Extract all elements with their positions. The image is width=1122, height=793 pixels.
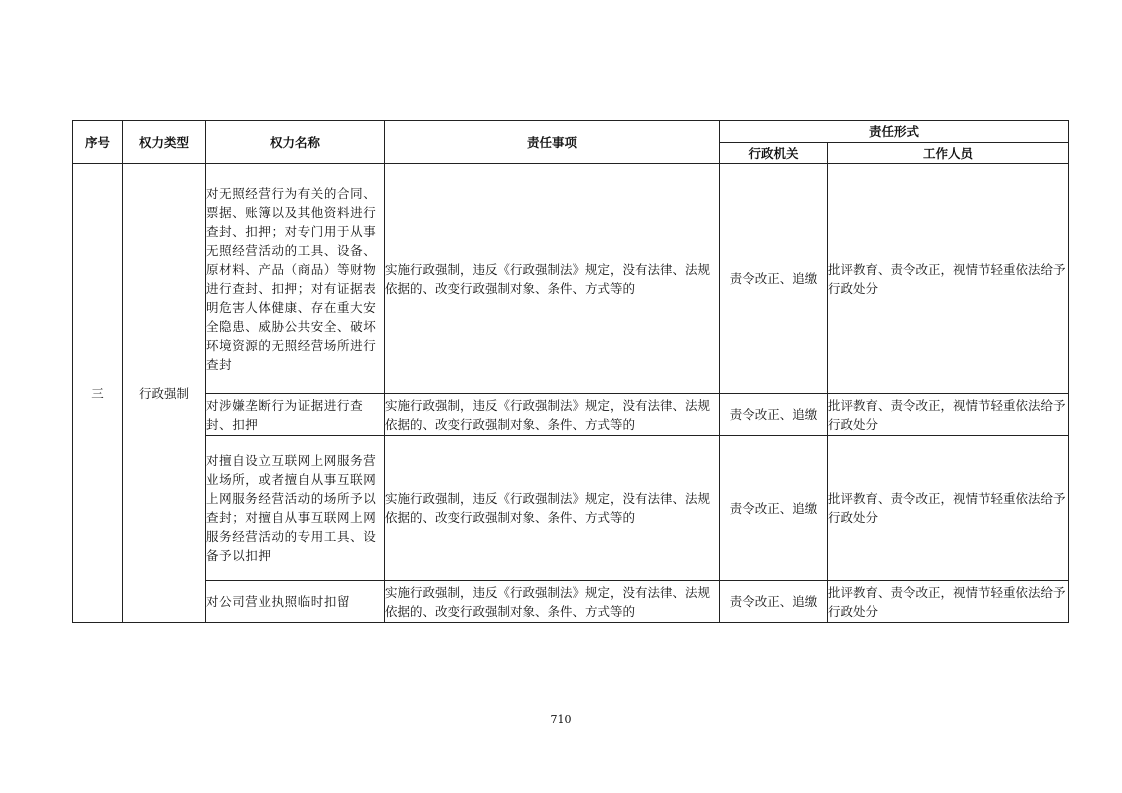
admin-organ-cell: 责令改正、追缴 [720,436,828,581]
power-name-cell: 对涉嫌垄断行为证据进行查封、扣押 [206,394,385,436]
responsibility-cell: 实施行政强制，违反《行政强制法》规定，没有法律、法规依据的、改变行政强制对象、条件、方式等的 [385,394,720,436]
admin-organ-cell: 责令改正、追缴 [720,394,828,436]
page-number: 710 [550,713,572,726]
table-row [73,164,1069,394]
responsibility-table [72,120,1069,623]
header-row-top [73,121,1069,143]
admin-organ-cell: 责令改正、追缴 [720,581,828,623]
power-name-cell: 对擅自设立互联网上网服务营业场所，或者擅自从事互联网上网服务经营活动的场所予以查封；对擅自从事互联网上网服务经营活动的专用工具、设备予以扣押 [206,436,385,581]
power-name-cell: 对公司营业执照临时扣留 [206,581,385,623]
header-seq: 序号 [73,121,123,164]
table-row [73,581,1069,623]
table-row [73,436,1069,581]
staff-cell: 批评教育、责令改正，视情节轻重依法给予行政处分 [828,394,1069,436]
power-type-cell: 行政强制 [123,164,206,623]
header-staff: 工作人员 [828,143,1069,164]
table-row [73,394,1069,436]
staff-cell: 批评教育、责令改正，视情节轻重依法给予行政处分 [828,581,1069,623]
responsibility-cell: 实施行政强制，违反《行政强制法》规定，没有法律、法规依据的、改变行政强制对象、条件、方式等的 [385,436,720,581]
staff-cell: 批评教育、责令改正，视情节轻重依法给予行政处分 [828,164,1069,394]
header-power-name: 权力名称 [206,121,385,164]
staff-cell: 批评教育、责令改正，视情节轻重依法给予行政处分 [828,436,1069,581]
admin-organ-cell: 责令改正、追缴 [720,164,828,394]
responsibility-cell: 实施行政强制，违反《行政强制法》规定，没有法律、法规依据的、改变行政强制对象、条件、方式等的 [385,164,720,394]
responsibility-cell: 实施行政强制，违反《行政强制法》规定，没有法律、法规依据的、改变行政强制对象、条件、方式等的 [385,581,720,623]
seq-cell: 三 [73,164,123,623]
header-responsibility: 责任事项 [385,121,720,164]
header-power-type: 权力类型 [123,121,206,164]
power-name-cell: 对无照经营行为有关的合同、票据、账簿以及其他资料进行查封、扣押；对专门用于从事无照经营活动的工具、设备、原材料、产品（商品）等财物进行查封、扣押；对有证据表明危害人体健康、存在重大安全隐患、威胁公共安全、破坏环境资源的无照经营场所进行查封 [206,164,385,394]
header-responsibility-form: 责任形式 [720,121,1069,143]
header-admin-organ: 行政机关 [720,143,828,164]
